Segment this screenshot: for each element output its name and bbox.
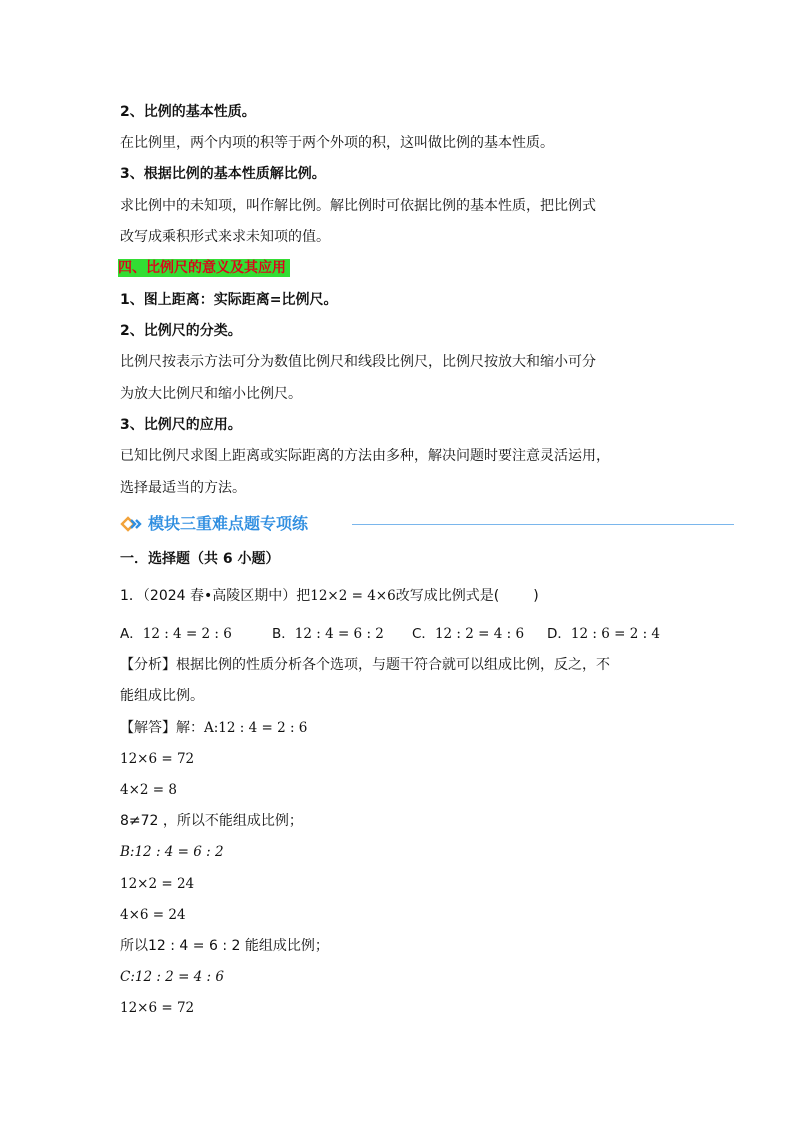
section3-heading: 3、根据比例的基本性质解比例。 bbox=[120, 166, 326, 182]
option-a-label: A． bbox=[120, 626, 143, 642]
answer-first: A:12 : 4 = 2 : 6 bbox=[204, 720, 308, 736]
section2-text: 在比例里，两个内项的积等于两个外项的积，这叫做比例的基本性质。 bbox=[120, 135, 554, 151]
section3-text-line2: 改写成乘积形式来求未知项的值。 bbox=[120, 229, 330, 245]
option-c bbox=[412, 624, 524, 644]
solution-line-4: B:12 : 4 = 6 : 2 bbox=[120, 844, 224, 860]
option-a bbox=[120, 624, 232, 644]
analysis-line2: 能组成比例。 bbox=[120, 688, 204, 704]
part4-item1: 1、图上距离：实际距离=比例尺。 bbox=[120, 292, 338, 308]
option-d bbox=[547, 624, 660, 644]
solution-line-1: 12×6 = 72 bbox=[120, 751, 195, 767]
part4-item2-text-line1: 比例尺按表示方法可分为数值比例尺和线段比例尺，比例尺按放大和缩小可分 bbox=[120, 354, 596, 370]
question1-equation: 12×2 = 4×6 bbox=[310, 588, 396, 604]
option-c-label: C． bbox=[412, 626, 435, 642]
part4-item3-text-line1: 已知比例尺求图上距离或实际距离的方法由多种，解决问题时要注意灵活运用， bbox=[120, 448, 610, 464]
part4-item3: 3、比例尺的应用。 bbox=[120, 417, 242, 433]
option-c-value: 12 : 2 = 4 : 6 bbox=[434, 626, 525, 642]
analysis-line1: 【分析】根据比例的性质分析各个选项，与题干符合就可以组成比例，反之，不 bbox=[120, 657, 610, 673]
module-title: 模块三重难点题专项练 bbox=[148, 514, 309, 533]
option-d-value: 12 : 6 = 2 : 4 bbox=[570, 626, 661, 642]
solution-line-5: 12×2 = 24 bbox=[120, 876, 195, 892]
solution-line-8: C:12 : 2 = 4 : 6 bbox=[120, 969, 224, 985]
answer-line bbox=[120, 718, 307, 738]
question1-suffix: 改写成比例式是( bbox=[395, 588, 500, 604]
module-title-rule bbox=[352, 524, 734, 525]
part4-item3-text-line2: 选择最适当的方法。 bbox=[120, 480, 246, 496]
part4-title-highlight: 四、比例尺的意义及其应用 bbox=[118, 259, 290, 277]
section3-text-line1: 求比例中的未知项，叫作解比例。解比例时可依据比例的基本性质，把比例式 bbox=[120, 198, 596, 214]
diamond-arrow-icon bbox=[120, 516, 144, 532]
option-b-label: B． bbox=[272, 626, 295, 642]
option-b bbox=[272, 624, 384, 644]
option-a-value: 12 : 4 = 2 : 6 bbox=[142, 626, 232, 642]
option-b-value: 12 : 4 = 6 : 2 bbox=[294, 626, 384, 642]
answer-label: 【解答】解： bbox=[120, 720, 204, 736]
question1-stem bbox=[120, 586, 539, 606]
solution-line-9: 12×6 = 72 bbox=[120, 1000, 195, 1016]
part4-item2-text-line2: 为放大比例尺和缩小比例尺。 bbox=[120, 386, 302, 402]
choice-section-heading: 一．选择题（共 6 小题） bbox=[120, 551, 280, 567]
module-title-bar bbox=[120, 512, 620, 536]
solution-line-7: 所以12 : 4 = 6 : 2 能组成比例； bbox=[120, 938, 329, 954]
question1-close: ) bbox=[533, 588, 539, 604]
section2-heading: 2、比例的基本性质。 bbox=[120, 104, 256, 120]
part4-item2: 2、比例尺的分类。 bbox=[120, 323, 242, 339]
option-d-label: D． bbox=[547, 626, 571, 642]
question1-prefix: 1．（2024 春•高陵区期中）把 bbox=[120, 588, 311, 604]
solution-line-2: 4×2 = 8 bbox=[120, 782, 177, 798]
solution-line-6: 4×6 = 24 bbox=[120, 907, 186, 923]
part4-title bbox=[118, 258, 290, 278]
solution-line-3: 8≠72 ，所以不能组成比例； bbox=[120, 813, 303, 829]
